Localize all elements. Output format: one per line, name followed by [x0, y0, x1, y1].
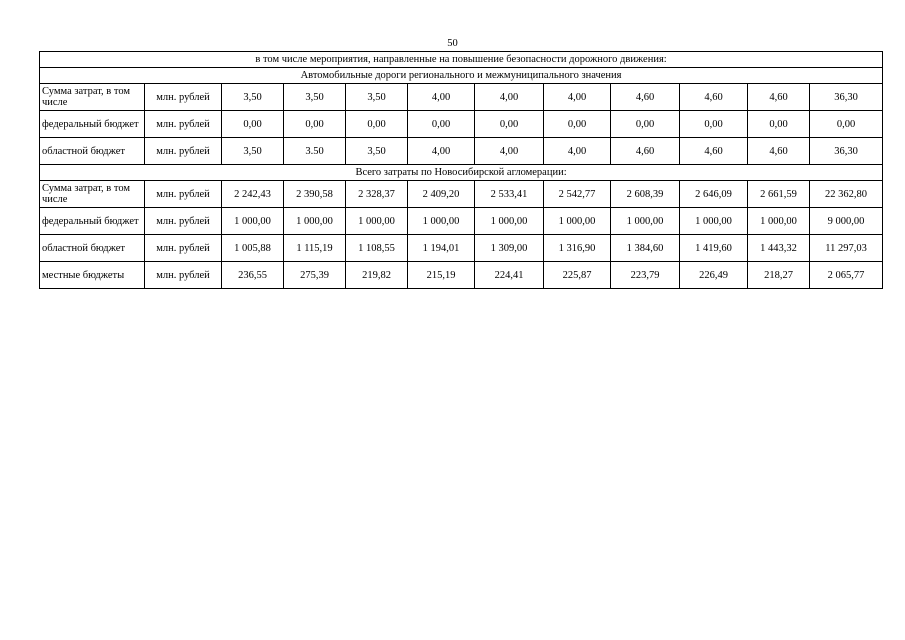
- value-cell: 2 608,39: [611, 181, 680, 208]
- value-cell: 225,87: [544, 262, 611, 289]
- table-row: [40, 84, 883, 111]
- value-cell: 2 533,41: [475, 181, 544, 208]
- unit-cell: млн. рублей: [145, 84, 222, 111]
- value-cell: 2 390,58: [284, 181, 346, 208]
- value-cell: 1 443,32: [748, 235, 810, 262]
- value-cell: 4,00: [475, 138, 544, 165]
- table-row: [40, 111, 883, 138]
- unit-cell: млн. рублей: [145, 138, 222, 165]
- value-cell: 4,60: [611, 138, 680, 165]
- row-label: Сумма затрат, в том числе: [40, 181, 145, 208]
- section-header-row: [40, 68, 883, 84]
- row-label: федеральный бюджет: [40, 111, 145, 138]
- value-cell: 4,00: [544, 138, 611, 165]
- section-header-row: [40, 165, 883, 181]
- value-cell: 1 000,00: [544, 208, 611, 235]
- total-cell: 2 065,77: [810, 262, 883, 289]
- value-cell: 2 661,59: [748, 181, 810, 208]
- unit-cell: млн. рублей: [145, 111, 222, 138]
- value-cell: 4,00: [408, 84, 475, 111]
- value-cell: 236,55: [222, 262, 284, 289]
- value-cell: 275,39: [284, 262, 346, 289]
- value-cell: 1 316,90: [544, 235, 611, 262]
- section-title: Всего затраты по Новосибирской агломерации:: [40, 165, 883, 181]
- value-cell: 1 309,00: [475, 235, 544, 262]
- value-cell: 3,50: [284, 84, 346, 111]
- value-cell: 1 000,00: [346, 208, 408, 235]
- value-cell: 1 000,00: [748, 208, 810, 235]
- total-cell: 22 362,80: [810, 181, 883, 208]
- value-cell: 3,50: [222, 84, 284, 111]
- page-number: 50: [447, 38, 458, 49]
- table-row: [40, 235, 883, 262]
- value-cell: 4,60: [680, 84, 748, 111]
- value-cell: 218,27: [748, 262, 810, 289]
- value-cell: 4,60: [748, 138, 810, 165]
- table-row: [40, 262, 883, 289]
- value-cell: 4,00: [544, 84, 611, 111]
- value-cell: 1 000,00: [284, 208, 346, 235]
- value-cell: 1 000,00: [680, 208, 748, 235]
- total-cell: 0,00: [810, 111, 883, 138]
- unit-cell: млн. рублей: [145, 181, 222, 208]
- unit-cell: млн. рублей: [145, 208, 222, 235]
- value-cell: 1 000,00: [475, 208, 544, 235]
- value-cell: 2 646,09: [680, 181, 748, 208]
- value-cell: 1 000,00: [222, 208, 284, 235]
- value-cell: 2 542,77: [544, 181, 611, 208]
- value-cell: 0,00: [346, 111, 408, 138]
- value-cell: 2 409,20: [408, 181, 475, 208]
- value-cell: 0,00: [544, 111, 611, 138]
- value-cell: 4,60: [748, 84, 810, 111]
- value-cell: 4,60: [680, 138, 748, 165]
- value-cell: 226,49: [680, 262, 748, 289]
- value-cell: 1 005,88: [222, 235, 284, 262]
- row-label: федеральный бюджет: [40, 208, 145, 235]
- value-cell: 1 384,60: [611, 235, 680, 262]
- table-row: [40, 181, 883, 208]
- value-cell: 1 419,60: [680, 235, 748, 262]
- value-cell: 1 108,55: [346, 235, 408, 262]
- total-cell: 9 000,00: [810, 208, 883, 235]
- value-cell: 0,00: [284, 111, 346, 138]
- value-cell: 215,19: [408, 262, 475, 289]
- row-label: областной бюджет: [40, 235, 145, 262]
- total-cell: 36,30: [810, 84, 883, 111]
- value-cell: 2 242,43: [222, 181, 284, 208]
- value-cell: 4,60: [611, 84, 680, 111]
- value-cell: 3,50: [222, 138, 284, 165]
- table-row: [40, 138, 883, 165]
- total-cell: 36,30: [810, 138, 883, 165]
- value-cell: 0,00: [408, 111, 475, 138]
- section-title: Автомобильные дороги регионального и межмуниципального значения: [40, 68, 883, 84]
- value-cell: 4,00: [475, 84, 544, 111]
- row-label: местные бюджеты: [40, 262, 145, 289]
- unit-cell: млн. рублей: [145, 262, 222, 289]
- section-header-row: [40, 52, 883, 68]
- value-cell: 3,50: [346, 84, 408, 111]
- unit-cell: млн. рублей: [145, 235, 222, 262]
- value-cell: 224,41: [475, 262, 544, 289]
- value-cell: 1 194,01: [408, 235, 475, 262]
- section-title: в том числе мероприятия, направленные на повышение безопасности дорожного движения:: [40, 52, 883, 68]
- value-cell: 1 115,19: [284, 235, 346, 262]
- row-label: Сумма затрат, в том числе: [40, 84, 145, 111]
- row-label: областной бюджет: [40, 138, 145, 165]
- value-cell: 4,00: [408, 138, 475, 165]
- value-cell: 1 000,00: [408, 208, 475, 235]
- value-cell: 0,00: [222, 111, 284, 138]
- value-cell: 3.50: [284, 138, 346, 165]
- value-cell: 223,79: [611, 262, 680, 289]
- value-cell: 0,00: [611, 111, 680, 138]
- value-cell: 0,00: [748, 111, 810, 138]
- total-cell: 11 297,03: [810, 235, 883, 262]
- cost-table: [39, 51, 883, 289]
- value-cell: 3,50: [346, 138, 408, 165]
- value-cell: 0,00: [680, 111, 748, 138]
- value-cell: 1 000,00: [611, 208, 680, 235]
- value-cell: 219,82: [346, 262, 408, 289]
- value-cell: 0,00: [475, 111, 544, 138]
- value-cell: 2 328,37: [346, 181, 408, 208]
- table-row: [40, 208, 883, 235]
